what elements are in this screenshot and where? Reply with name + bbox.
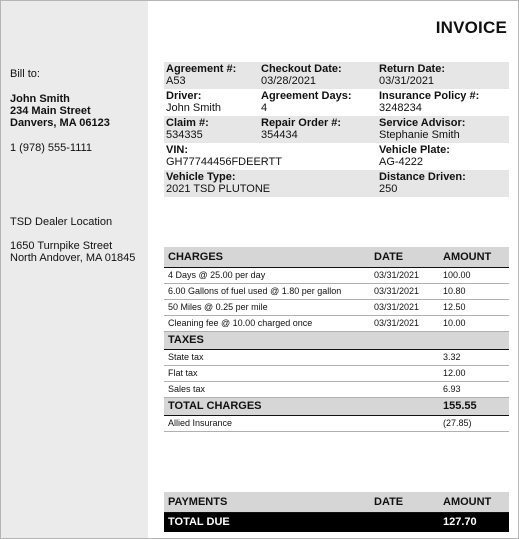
insurance-amount: (27.85) xyxy=(439,415,509,431)
charge-date: 03/31/2021 xyxy=(370,283,439,299)
payments-table xyxy=(164,492,509,532)
plate-value: AG-4222 xyxy=(379,156,424,168)
tax-desc: Sales tax xyxy=(164,381,370,397)
total-due-label: TOTAL DUE xyxy=(164,512,370,532)
total-due-value: 127.70 xyxy=(439,512,509,532)
driver-value: John Smith xyxy=(166,102,222,114)
table-row xyxy=(164,299,509,315)
tax-desc: Flat tax xyxy=(164,365,370,381)
distance-label: Distance Driven: xyxy=(379,171,466,183)
charge-amount: 10.00 xyxy=(439,315,509,331)
type-value: 2021 TSD PLUTONE xyxy=(166,183,271,195)
invoice-title: INVOICE xyxy=(435,18,507,37)
charges-table xyxy=(164,247,509,432)
bill-to-name: John Smith xyxy=(10,93,70,105)
table-row xyxy=(164,381,509,397)
agreement-info xyxy=(164,62,509,197)
charge-amount: 10.80 xyxy=(439,283,509,299)
total-charges-label: TOTAL CHARGES xyxy=(164,397,370,415)
tax-amount: 3.32 xyxy=(439,349,509,365)
checkout-date xyxy=(259,62,377,89)
agreement-label: Agreement #: xyxy=(166,63,237,75)
taxes-header xyxy=(164,331,509,349)
plate-label: Vehicle Plate: xyxy=(379,144,450,156)
info-row xyxy=(164,170,509,197)
payments-date-header: DATE xyxy=(370,492,439,512)
charge-amount: 12.50 xyxy=(439,299,509,315)
vin-value: GH77744456FDEERTT xyxy=(166,156,282,168)
days-label: Agreement Days: xyxy=(261,90,352,102)
charge-date: 03/31/2021 xyxy=(370,299,439,315)
charge-desc: 4 Days @ 25.00 per day xyxy=(164,267,370,283)
checkout-value: 03/28/2021 xyxy=(261,75,317,87)
type-label: Vehicle Type: xyxy=(166,171,236,183)
tax-amount: 6.93 xyxy=(439,381,509,397)
table-row xyxy=(164,365,509,381)
table-row xyxy=(164,283,509,299)
info-row xyxy=(164,116,509,143)
return-value: 03/31/2021 xyxy=(379,75,435,87)
days-value: 4 xyxy=(261,102,268,114)
charge-desc: 50 Miles @ 0.25 per mile xyxy=(164,299,370,315)
return-label: Return Date: xyxy=(379,63,446,75)
total-charges-value: 155.55 xyxy=(439,397,509,415)
driver-label: Driver: xyxy=(166,90,202,102)
vehicle-plate xyxy=(377,143,509,170)
insurance-desc: Allied Insurance xyxy=(164,415,370,431)
amount-header-label: AMOUNT xyxy=(439,247,509,267)
service-advisor xyxy=(377,116,509,143)
insurance-policy xyxy=(377,89,509,116)
charges-header xyxy=(164,247,509,267)
claim-value: 534335 xyxy=(166,129,203,141)
sidebar xyxy=(1,1,148,539)
claim-label: Claim #: xyxy=(166,117,209,129)
agreement-number xyxy=(164,62,259,89)
total-charges-row xyxy=(164,397,509,415)
advisor-label: Service Advisor: xyxy=(379,117,466,129)
tax-desc: State tax xyxy=(164,349,370,365)
table-row xyxy=(164,315,509,331)
date-header-label: DATE xyxy=(370,247,439,267)
taxes-label: TAXES xyxy=(164,331,370,349)
repair-order xyxy=(259,116,377,143)
info-row xyxy=(164,143,509,170)
vehicle-type xyxy=(164,170,377,197)
payments-header xyxy=(164,492,509,512)
charge-desc: 6.00 Gallons of fuel used @ 1.80 per gallon xyxy=(164,283,370,299)
advisor-value: Stephanie Smith xyxy=(379,129,460,141)
agreement-value: A53 xyxy=(166,75,186,87)
info-row xyxy=(164,62,509,89)
dealer-street: 1650 Turnpike Street xyxy=(10,240,113,252)
repair-value: 354434 xyxy=(261,129,298,141)
bill-to-street: 234 Main Street xyxy=(10,105,91,117)
bill-to-label: Bill to: xyxy=(10,68,40,80)
checkout-label: Checkout Date: xyxy=(261,63,342,75)
policy-value: 3248234 xyxy=(379,102,422,114)
charges-header-label: CHARGES xyxy=(164,247,370,267)
total-due-row xyxy=(164,512,509,532)
vin-label: VIN: xyxy=(166,144,188,156)
bill-to-phone: 1 (978) 555-1111 xyxy=(10,142,92,154)
charge-amount: 100.00 xyxy=(439,267,509,283)
dealer-city: North Andover, MA 01845 xyxy=(10,252,136,264)
dealer-name: TSD Dealer Location xyxy=(10,216,113,228)
tax-amount: 12.00 xyxy=(439,365,509,381)
payments-amount-header: AMOUNT xyxy=(439,492,509,512)
payments-header-label: PAYMENTS xyxy=(164,492,370,512)
distance-value: 250 xyxy=(379,183,398,195)
repair-label: Repair Order #: xyxy=(261,117,342,129)
charge-date: 03/31/2021 xyxy=(370,315,439,331)
charge-desc: Cleaning fee @ 10.00 charged once xyxy=(164,315,370,331)
driver xyxy=(164,89,259,116)
table-row xyxy=(164,267,509,283)
table-row xyxy=(164,349,509,365)
bill-to-city: Danvers, MA 06123 xyxy=(10,117,110,129)
info-row xyxy=(164,89,509,116)
policy-label: Insurance Policy #: xyxy=(379,90,480,102)
claim-number xyxy=(164,116,259,143)
table-row xyxy=(164,415,509,431)
distance-driven xyxy=(377,170,509,197)
vin xyxy=(164,143,377,170)
agreement-days xyxy=(259,89,377,116)
charge-date: 03/31/2021 xyxy=(370,267,439,283)
return-date xyxy=(377,62,509,89)
